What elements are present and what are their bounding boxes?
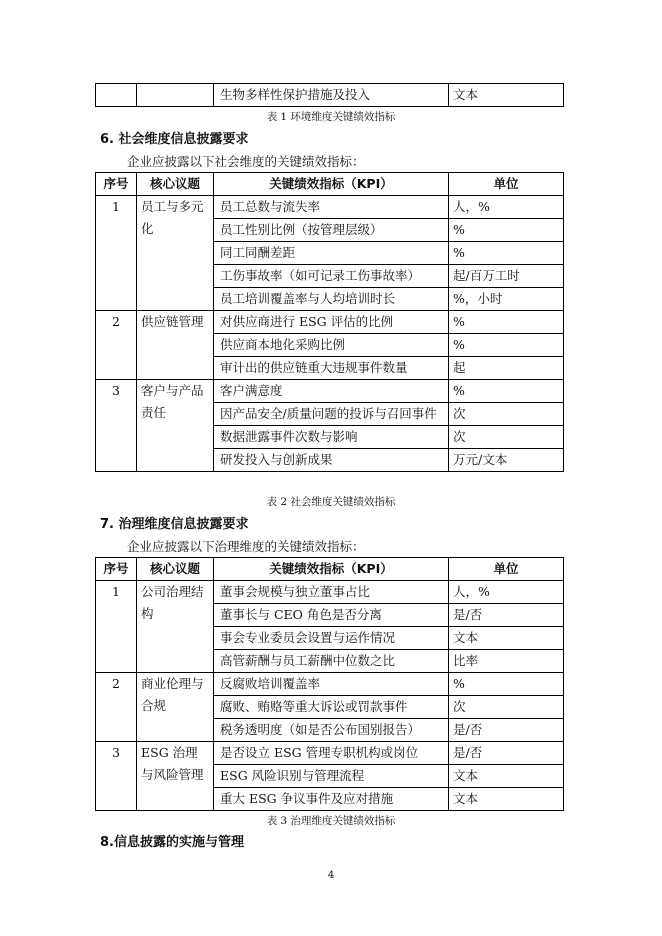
unit-cell: % (449, 242, 564, 265)
kpi-cell: 高管薪酬与员工薪酬中位数之比 (214, 650, 449, 673)
table-row (96, 380, 564, 403)
governance-kpi-table (95, 557, 564, 811)
kpi-cell: 客户满意度 (214, 380, 449, 403)
section-7-intro: 企业应披露以下治理维度的关键绩效指标： (127, 539, 365, 554)
header-topic: 核心议题 (137, 558, 214, 581)
section-6-heading: 6. 社会维度信息披露要求 (100, 132, 249, 147)
unit-cell: 起 (449, 357, 564, 380)
core-topic (137, 84, 214, 107)
kpi-cell: 事会专业委员会设置与运作情况 (214, 627, 449, 650)
core-topic: 公司治理结构 (137, 581, 214, 673)
unit-cell: 文本 (449, 84, 564, 107)
kpi-cell: 董事会规模与独立董事占比 (214, 581, 449, 604)
kpi-cell: 重大 ESG 争议事件及应对措施 (214, 788, 449, 811)
section-6-intro: 企业应披露以下社会维度的关键绩效指标： (127, 154, 365, 169)
table-row (96, 581, 564, 604)
unit-cell: 万元/文本 (449, 449, 564, 472)
header-number: 序号 (96, 558, 137, 581)
table-row (96, 84, 564, 107)
kpi-cell: 生物多样性保护措施及投入 (214, 84, 449, 107)
row-number: 1 (96, 196, 137, 311)
kpi-cell: 董事长与 CEO 角色是否分离 (214, 604, 449, 627)
social-kpi-table (95, 172, 564, 472)
kpi-cell: 因产品安全/质量问题的投诉与召回事件 (214, 403, 449, 426)
row-number: 1 (96, 581, 137, 673)
section-7-heading: 7. 治理维度信息披露要求 (100, 517, 249, 532)
unit-cell: 次 (449, 696, 564, 719)
unit-cell: % (449, 673, 564, 696)
kpi-cell: 工伤事故率（如可记录工伤事故率） (214, 265, 449, 288)
unit-cell: % (449, 334, 564, 357)
kpi-cell: 同工同酬差距 (214, 242, 449, 265)
header-number: 序号 (96, 173, 137, 196)
unit-cell: 次 (449, 426, 564, 449)
row-number: 2 (96, 311, 137, 380)
table-3-caption: 表 3 治理维度关键绩效指标 (266, 815, 396, 827)
kpi-cell: 审计出的供应链重大违规事件数量 (214, 357, 449, 380)
row-number (96, 84, 137, 107)
header-unit: 单位 (449, 173, 564, 196)
table-row (96, 673, 564, 696)
table-row (96, 742, 564, 765)
unit-cell: % (449, 219, 564, 242)
header-unit: 单位 (449, 558, 564, 581)
kpi-cell: 员工培训覆盖率与人均培训时长 (214, 288, 449, 311)
section-8-heading: 8.信息披露的实施与管理 (100, 835, 244, 850)
unit-cell: 文本 (449, 765, 564, 788)
kpi-cell: 腐败、贿赂等重大诉讼或罚款事件 (214, 696, 449, 719)
core-topic: 客户与产品责任 (137, 380, 214, 472)
kpi-cell: 反腐败培训覆盖率 (214, 673, 449, 696)
kpi-cell: 员工总数与流失率 (214, 196, 449, 219)
kpi-cell: 员工性别比例（按管理层级） (214, 219, 449, 242)
core-topic: 供应链管理 (137, 311, 214, 380)
core-topic: 商业伦理与合规 (137, 673, 214, 742)
row-number: 2 (96, 673, 137, 742)
kpi-cell: ESG 风险识别与管理流程 (214, 765, 449, 788)
table-2-caption: 表 2 社会维度关键绩效指标 (266, 496, 396, 508)
unit-cell: 是/否 (449, 719, 564, 742)
core-topic: 员工与多元化 (137, 196, 214, 311)
header-kpi: 关键绩效指标（KPI） (214, 173, 449, 196)
kpi-cell: 对供应商进行 ESG 评估的比例 (214, 311, 449, 334)
unit-cell: 起/百万工时 (449, 265, 564, 288)
unit-cell: 是/否 (449, 742, 564, 765)
header-kpi: 关键绩效指标（KPI） (214, 558, 449, 581)
unit-cell: 是/否 (449, 604, 564, 627)
environment-table-continuation (95, 83, 564, 107)
kpi-cell: 税务透明度（如是否公布国别报告） (214, 719, 449, 742)
unit-cell: 次 (449, 403, 564, 426)
row-number: 3 (96, 380, 137, 472)
unit-cell: %，小时 (449, 288, 564, 311)
page-number: 4 (327, 870, 335, 881)
table-row (96, 311, 564, 334)
table-header-row (96, 173, 564, 196)
table-header-row (96, 558, 564, 581)
unit-cell: 文本 (449, 627, 564, 650)
kpi-cell: 数据泄露事件次数与影响 (214, 426, 449, 449)
row-number: 3 (96, 742, 137, 811)
table-1-caption: 表 1 环境维度关键绩效指标 (266, 111, 396, 123)
core-topic: ESG 治理与风险管理 (137, 742, 214, 811)
header-topic: 核心议题 (137, 173, 214, 196)
kpi-cell: 是否设立 ESG 管理专职机构或岗位 (214, 742, 449, 765)
unit-cell: 人，% (449, 581, 564, 604)
kpi-cell: 研发投入与创新成果 (214, 449, 449, 472)
unit-cell: 人，% (449, 196, 564, 219)
unit-cell: % (449, 380, 564, 403)
kpi-cell: 供应商本地化采购比例 (214, 334, 449, 357)
unit-cell: 比率 (449, 650, 564, 673)
table-row (96, 196, 564, 219)
unit-cell: 文本 (449, 788, 564, 811)
unit-cell: % (449, 311, 564, 334)
